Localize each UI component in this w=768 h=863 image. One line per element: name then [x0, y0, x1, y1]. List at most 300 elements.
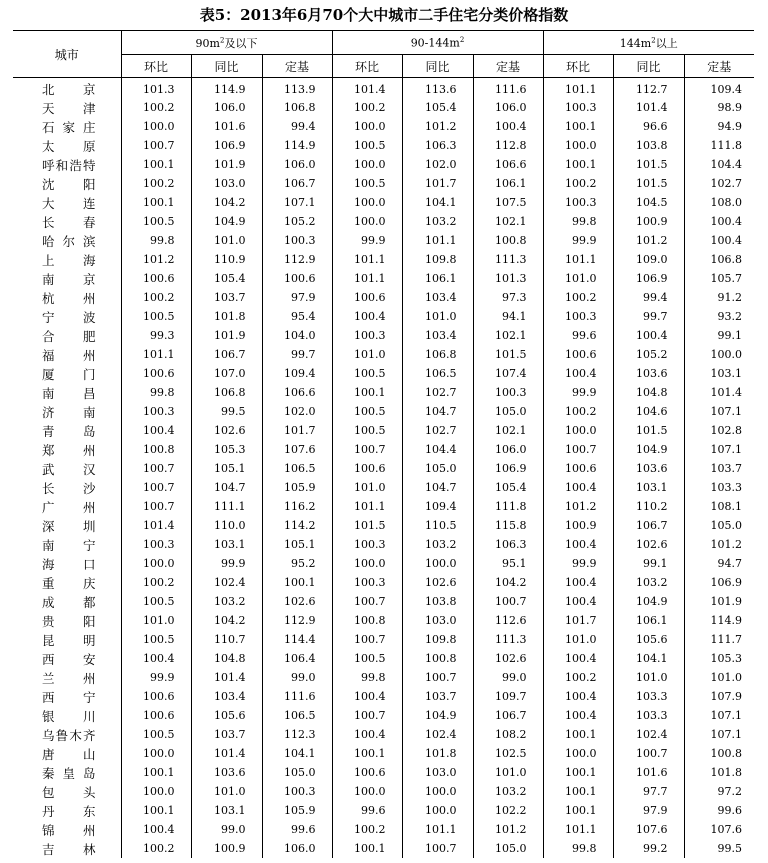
cell-mom-144: 100.2 [543, 174, 613, 193]
cell-mom-90-144: 100.7 [332, 706, 402, 725]
cell-city: 北京 [13, 78, 121, 99]
cell-mom-144: 100.0 [543, 421, 613, 440]
cell-fixed-90-144: 97.3 [473, 288, 543, 307]
table-row [13, 497, 754, 516]
cell-mom-144: 100.1 [543, 763, 613, 782]
cell-mom-144: 100.2 [543, 288, 613, 307]
cell-fixed-90-144: 102.1 [473, 212, 543, 231]
cell-fixed-90: 95.4 [262, 307, 332, 326]
cell-yoy-90: 101.9 [191, 326, 262, 345]
cell-mom-90-144: 100.1 [332, 744, 402, 763]
cell-city: 南京 [13, 269, 121, 288]
cell-yoy-90: 102.6 [191, 421, 262, 440]
cell-mom-90: 100.4 [121, 820, 191, 839]
cell-fixed-90-144: 104.2 [473, 573, 543, 592]
cell-mom-144: 100.1 [543, 782, 613, 801]
cell-fixed-144: 102.8 [710, 424, 742, 437]
cell-fixed-144: 107.1 [710, 443, 742, 456]
cell-yoy-144: 101.4 [613, 98, 684, 117]
table-row [13, 554, 754, 573]
cell-fixed-90: 99.4 [262, 117, 332, 136]
cell-yoy-90-144: 106.3 [402, 136, 473, 155]
cell-fixed-90-144: 101.5 [473, 345, 543, 364]
cell-city: 深圳 [13, 516, 121, 535]
cell-fixed-144: 111.7 [710, 633, 742, 646]
cell-fixed-90: 100.6 [262, 269, 332, 288]
cell-yoy-90: 103.1 [191, 801, 262, 820]
cell-fixed-90-144: 108.2 [473, 725, 543, 744]
cell-fixed-90-144: 111.8 [473, 497, 543, 516]
header-mom: 环比 [121, 55, 191, 78]
cell-fixed-90-144: 101.3 [473, 269, 543, 288]
cell-yoy-90-144: 113.6 [402, 78, 473, 99]
cell-mom-144: 100.0 [543, 744, 613, 763]
cell-yoy-90-144: 110.5 [402, 516, 473, 535]
cell-fixed-144: 100.8 [710, 747, 742, 760]
cell-yoy-144: 103.6 [613, 459, 684, 478]
cell-yoy-90-144: 102.7 [402, 383, 473, 402]
cell-yoy-144: 104.1 [613, 649, 684, 668]
cell-city: 银川 [13, 706, 121, 725]
cell-city: 济南 [13, 402, 121, 421]
cell-fixed-90: 106.0 [262, 155, 332, 174]
cell-city: 锦州 [13, 820, 121, 839]
cell-fixed-90-144: 102.1 [473, 326, 543, 345]
cell-mom-90: 100.1 [121, 193, 191, 212]
cell-yoy-90-144: 103.0 [402, 611, 473, 630]
cell-mom-144: 100.3 [543, 307, 613, 326]
cell-mom-90: 100.6 [121, 364, 191, 383]
cell-yoy-90-144: 104.1 [402, 193, 473, 212]
cell-city: 长沙 [13, 478, 121, 497]
cell-fixed-90-144: 106.6 [473, 155, 543, 174]
cell-fixed-90-144: 106.0 [473, 440, 543, 459]
cell-fixed-90: 113.9 [262, 78, 332, 99]
cell-yoy-90-144: 100.7 [402, 839, 473, 858]
cell-fixed-144: 101.8 [710, 766, 742, 779]
cell-mom-144: 100.2 [543, 668, 613, 687]
cell-yoy-90: 99.5 [191, 402, 262, 421]
header-yoy: 同比 [402, 55, 473, 78]
cell-mom-90: 100.5 [121, 212, 191, 231]
cell-yoy-144: 103.6 [613, 364, 684, 383]
cell-fixed-90-144: 94.1 [473, 307, 543, 326]
cell-fixed-144: 107.1 [710, 728, 742, 741]
cell-mom-90: 101.1 [121, 345, 191, 364]
cell-fixed-90: 102.6 [262, 592, 332, 611]
cell-yoy-90: 111.1 [191, 497, 262, 516]
cell-fixed-144: 98.9 [717, 101, 742, 114]
cell-mom-90-144: 101.1 [332, 250, 402, 269]
cell-yoy-144: 99.1 [613, 554, 684, 573]
cell-mom-144: 100.2 [543, 402, 613, 421]
cell-fixed-144: 101.2 [710, 538, 742, 551]
cell-mom-144: 100.0 [543, 136, 613, 155]
cell-mom-90: 100.7 [121, 497, 191, 516]
cell-yoy-90: 105.6 [191, 706, 262, 725]
cell-fixed-90: 101.7 [262, 421, 332, 440]
cell-mom-90-144: 101.4 [332, 78, 402, 99]
cell-fixed-144: 106.9 [710, 576, 742, 589]
cell-yoy-90-144: 109.4 [402, 497, 473, 516]
cell-yoy-144: 104.9 [613, 592, 684, 611]
cell-city: 唐山 [13, 744, 121, 763]
cell-mom-144: 101.7 [543, 611, 613, 630]
cell-fixed-90-144: 107.4 [473, 364, 543, 383]
cell-fixed-90-144: 111.6 [473, 78, 543, 99]
cell-fixed-90: 114.9 [262, 136, 332, 155]
cell-yoy-90-144: 103.0 [402, 763, 473, 782]
cell-fixed-90-144: 100.7 [473, 592, 543, 611]
cell-mom-144: 101.1 [543, 78, 613, 99]
table-row [13, 725, 754, 744]
cell-yoy-144: 109.0 [613, 250, 684, 269]
cell-mom-90-144: 100.4 [332, 725, 402, 744]
cell-yoy-90-144: 104.7 [402, 478, 473, 497]
cell-yoy-90: 105.1 [191, 459, 262, 478]
cell-yoy-144: 104.8 [613, 383, 684, 402]
cell-city: 昆明 [13, 630, 121, 649]
cell-mom-90-144: 100.6 [332, 288, 402, 307]
cell-yoy-90-144: 100.8 [402, 649, 473, 668]
cell-city: 武汉 [13, 459, 121, 478]
cell-mom-144: 100.4 [543, 535, 613, 554]
cell-mom-90: 100.0 [121, 554, 191, 573]
cell-mom-90-144: 100.0 [332, 554, 402, 573]
cell-mom-144: 99.6 [543, 326, 613, 345]
cell-fixed-144: 111.8 [710, 139, 742, 152]
cell-city: 南宁 [13, 535, 121, 554]
header-city: 城市 [13, 31, 121, 78]
table-row [13, 611, 754, 630]
table-row [13, 250, 754, 269]
cell-yoy-90: 99.9 [191, 554, 262, 573]
cell-yoy-144: 110.2 [613, 497, 684, 516]
cell-yoy-144: 104.5 [613, 193, 684, 212]
cell-fixed-144: 106.8 [710, 253, 742, 266]
cell-mom-90: 100.4 [121, 421, 191, 440]
header-row-sub [13, 55, 754, 78]
cell-fixed-144: 94.9 [717, 120, 742, 133]
cell-fixed-90-144: 99.0 [473, 668, 543, 687]
cell-yoy-90: 106.8 [191, 383, 262, 402]
cell-mom-90-144: 100.7 [332, 440, 402, 459]
cell-mom-90: 100.4 [121, 649, 191, 668]
cell-mom-90: 100.7 [121, 459, 191, 478]
cell-yoy-144: 99.7 [613, 307, 684, 326]
cell-yoy-90: 103.4 [191, 687, 262, 706]
table-row [13, 535, 754, 554]
cell-yoy-90-144: 104.7 [402, 402, 473, 421]
cell-city: 西宁 [13, 687, 121, 706]
cell-fixed-90: 105.9 [262, 801, 332, 820]
cell-yoy-90-144: 105.4 [402, 98, 473, 117]
cell-mom-90-144: 100.2 [332, 820, 402, 839]
cell-fixed-144: 100.0 [710, 348, 742, 361]
cell-mom-90: 100.5 [121, 592, 191, 611]
cell-mom-144: 100.9 [543, 516, 613, 535]
cell-mom-90: 100.6 [121, 269, 191, 288]
table-row [13, 516, 754, 535]
cell-city: 上海 [13, 250, 121, 269]
cell-fixed-90: 114.2 [262, 516, 332, 535]
cell-mom-144: 101.0 [543, 630, 613, 649]
header-fixed-base: 定基 [684, 55, 754, 78]
cell-mom-90-144: 100.6 [332, 763, 402, 782]
table-row [13, 364, 754, 383]
cell-fixed-90: 99.7 [262, 345, 332, 364]
cell-yoy-90-144: 106.8 [402, 345, 473, 364]
cell-fixed-90: 99.6 [262, 820, 332, 839]
cell-yoy-90-144: 100.0 [402, 782, 473, 801]
cell-fixed-90-144: 109.7 [473, 687, 543, 706]
cell-fixed-90-144: 106.0 [473, 98, 543, 117]
table-row [13, 668, 754, 687]
cell-fixed-144: 108.0 [710, 196, 742, 209]
cell-fixed-90: 107.1 [262, 193, 332, 212]
cell-yoy-144: 101.5 [613, 421, 684, 440]
cell-yoy-90: 106.7 [191, 345, 262, 364]
cell-fixed-144: 105.0 [710, 519, 742, 532]
table-row [13, 744, 754, 763]
cell-yoy-90-144: 101.8 [402, 744, 473, 763]
cell-yoy-144: 103.8 [613, 136, 684, 155]
cell-fixed-90-144: 102.2 [473, 801, 543, 820]
table-row [13, 78, 754, 99]
cell-fixed-90: 106.5 [262, 706, 332, 725]
cell-fixed-90: 104.1 [262, 744, 332, 763]
cell-fixed-90-144: 101.2 [473, 820, 543, 839]
cell-yoy-90-144: 100.7 [402, 668, 473, 687]
cell-fixed-90: 106.0 [262, 839, 332, 858]
cell-mom-90: 99.8 [121, 231, 191, 250]
cell-fixed-90: 95.2 [262, 554, 332, 573]
cell-yoy-144: 100.9 [613, 212, 684, 231]
header-yoy: 同比 [191, 55, 262, 78]
cell-mom-90-144: 100.1 [332, 839, 402, 858]
cell-mom-144: 100.4 [543, 364, 613, 383]
cell-yoy-90-144: 102.6 [402, 573, 473, 592]
cell-mom-144: 100.4 [543, 649, 613, 668]
cell-fixed-90-144: 101.0 [473, 763, 543, 782]
cell-mom-144: 101.1 [543, 250, 613, 269]
cell-yoy-90-144: 104.9 [402, 706, 473, 725]
cell-yoy-90: 101.0 [191, 782, 262, 801]
table-row [13, 421, 754, 440]
cell-city: 吉林 [13, 839, 121, 858]
cell-mom-90: 100.8 [121, 440, 191, 459]
cell-mom-90-144: 100.6 [332, 459, 402, 478]
cell-fixed-90: 102.0 [262, 402, 332, 421]
cell-yoy-144: 102.6 [613, 535, 684, 554]
cell-mom-90: 100.1 [121, 763, 191, 782]
cell-city: 哈尔滨 [13, 231, 121, 250]
cell-fixed-90: 106.6 [262, 383, 332, 402]
cell-mom-90: 100.6 [121, 706, 191, 725]
cell-yoy-90-144: 106.5 [402, 364, 473, 383]
cell-fixed-90: 105.1 [262, 535, 332, 554]
cell-yoy-144: 104.6 [613, 402, 684, 421]
cell-mom-144: 100.4 [543, 478, 613, 497]
cell-mom-144: 100.3 [543, 98, 613, 117]
cell-yoy-90-144: 103.2 [402, 535, 473, 554]
cell-yoy-144: 106.7 [613, 516, 684, 535]
cell-mom-144: 100.6 [543, 459, 613, 478]
cell-fixed-90-144: 112.8 [473, 136, 543, 155]
cell-mom-90-144: 100.0 [332, 193, 402, 212]
table-title: 表5：2013年6月70个大中城市二手住宅分类价格指数 [199, 6, 569, 24]
cell-yoy-90: 102.4 [191, 573, 262, 592]
cell-city: 宁波 [13, 307, 121, 326]
header-group-144: $144m^2$以上 [543, 31, 754, 55]
cell-yoy-90: 106.0 [191, 98, 262, 117]
cell-yoy-144: 112.7 [613, 78, 684, 99]
cell-yoy-90: 101.8 [191, 307, 262, 326]
cell-fixed-90-144: 115.8 [473, 516, 543, 535]
cell-mom-90-144: 101.1 [332, 269, 402, 288]
cell-yoy-144: 102.4 [613, 725, 684, 744]
cell-yoy-90: 103.2 [191, 592, 262, 611]
cell-yoy-90-144: 103.4 [402, 326, 473, 345]
cell-fixed-90: 105.0 [262, 763, 332, 782]
cell-fixed-144: 107.1 [710, 405, 742, 418]
cell-mom-90-144: 100.4 [332, 307, 402, 326]
cell-yoy-90-144: 103.2 [402, 212, 473, 231]
cell-city: 长春 [13, 212, 121, 231]
cell-yoy-144: 100.7 [613, 744, 684, 763]
cell-fixed-90: 97.9 [262, 288, 332, 307]
cell-mom-90-144: 100.4 [332, 687, 402, 706]
cell-fixed-144: 101.9 [710, 595, 742, 608]
cell-fixed-90-144: 100.3 [473, 383, 543, 402]
cell-mom-144: 101.0 [543, 269, 613, 288]
cell-city: 呼和浩特 [13, 155, 121, 174]
header-row-groups [13, 31, 754, 55]
cell-mom-90-144: 100.3 [332, 326, 402, 345]
cell-fixed-144: 97.2 [717, 785, 742, 798]
cell-mom-90: 101.2 [121, 250, 191, 269]
cell-fixed-144: 107.9 [710, 690, 742, 703]
cell-fixed-90: 104.0 [262, 326, 332, 345]
cell-yoy-90: 103.0 [191, 174, 262, 193]
cell-city: 沈阳 [13, 174, 121, 193]
cell-mom-90-144: 100.7 [332, 630, 402, 649]
cell-fixed-90: 100.3 [262, 231, 332, 250]
cell-mom-90-144: 100.5 [332, 136, 402, 155]
cell-yoy-90: 114.9 [191, 78, 262, 99]
cell-fixed-90-144: 95.1 [473, 554, 543, 573]
cell-mom-144: 100.4 [543, 573, 613, 592]
header-group-90: $90m^2$及以下 [121, 31, 332, 55]
cell-yoy-90-144: 100.0 [402, 554, 473, 573]
cell-fixed-90-144: 105.4 [473, 478, 543, 497]
cell-fixed-90-144: 106.9 [473, 459, 543, 478]
table-row [13, 174, 754, 193]
cell-mom-90-144: 100.2 [332, 98, 402, 117]
cell-fixed-144: 107.1 [710, 709, 742, 722]
cell-yoy-90-144: 106.1 [402, 269, 473, 288]
cell-fixed-90-144: 105.0 [473, 839, 543, 858]
cell-mom-90-144: 99.6 [332, 801, 402, 820]
cell-mom-90: 100.3 [121, 535, 191, 554]
cell-yoy-144: 104.9 [613, 440, 684, 459]
cell-mom-90-144: 101.5 [332, 516, 402, 535]
cell-mom-90-144: 100.0 [332, 117, 402, 136]
cell-yoy-90: 104.2 [191, 611, 262, 630]
cell-city: 丹东 [13, 801, 121, 820]
cell-fixed-144: 102.7 [710, 177, 742, 190]
table-row [13, 706, 754, 725]
cell-city: 福州 [13, 345, 121, 364]
cell-yoy-144: 105.6 [613, 630, 684, 649]
cell-yoy-144: 101.6 [613, 763, 684, 782]
cell-yoy-144: 105.2 [613, 345, 684, 364]
cell-mom-90-144: 100.3 [332, 573, 402, 592]
cell-mom-90: 100.2 [121, 839, 191, 858]
cell-city: 石家庄 [13, 117, 121, 136]
cell-yoy-90-144: 103.7 [402, 687, 473, 706]
cell-fixed-144: 108.1 [710, 500, 742, 513]
cell-mom-90-144: 101.0 [332, 478, 402, 497]
cell-yoy-90: 101.0 [191, 231, 262, 250]
cell-mom-90: 100.2 [121, 174, 191, 193]
cell-fixed-144: 107.6 [710, 823, 742, 836]
cell-mom-90: 100.0 [121, 117, 191, 136]
cell-yoy-90-144: 104.4 [402, 440, 473, 459]
cell-fixed-144: 104.4 [710, 158, 742, 171]
cell-fixed-144: 91.2 [717, 291, 742, 304]
cell-fixed-90-144: 106.3 [473, 535, 543, 554]
cell-yoy-90: 101.4 [191, 744, 262, 763]
cell-fixed-144: 99.1 [717, 329, 742, 342]
cell-mom-90-144: 100.1 [332, 383, 402, 402]
cell-yoy-144: 103.1 [613, 478, 684, 497]
cell-yoy-90: 110.7 [191, 630, 262, 649]
cell-yoy-90-144: 101.1 [402, 820, 473, 839]
cell-yoy-144: 107.6 [613, 820, 684, 839]
cell-fixed-144: 101.4 [710, 386, 742, 399]
cell-mom-90: 100.1 [121, 155, 191, 174]
cell-city: 贵阳 [13, 611, 121, 630]
cell-fixed-90: 105.2 [262, 212, 332, 231]
cell-yoy-144: 106.9 [613, 269, 684, 288]
table-row [13, 592, 754, 611]
cell-fixed-90-144: 106.1 [473, 174, 543, 193]
cell-mom-90: 100.5 [121, 630, 191, 649]
cell-mom-144: 100.1 [543, 117, 613, 136]
table-row [13, 630, 754, 649]
cell-mom-90-144: 100.5 [332, 402, 402, 421]
cell-fixed-90: 99.0 [262, 668, 332, 687]
cell-city: 重庆 [13, 573, 121, 592]
cell-mom-90: 100.0 [121, 744, 191, 763]
cell-mom-90-144: 100.5 [332, 421, 402, 440]
table-row [13, 782, 754, 801]
cell-mom-90-144: 99.9 [332, 231, 402, 250]
cell-yoy-90: 107.0 [191, 364, 262, 383]
cell-fixed-90: 100.1 [262, 573, 332, 592]
cell-city: 西安 [13, 649, 121, 668]
cell-fixed-90-144: 103.2 [473, 782, 543, 801]
cell-yoy-144: 99.4 [613, 288, 684, 307]
table-row [13, 402, 754, 421]
cell-fixed-144: 99.6 [717, 804, 742, 817]
table-row [13, 117, 754, 136]
price-index-table [13, 30, 754, 858]
cell-yoy-90: 101.4 [191, 668, 262, 687]
cell-mom-90-144: 100.5 [332, 364, 402, 383]
table-row [13, 687, 754, 706]
